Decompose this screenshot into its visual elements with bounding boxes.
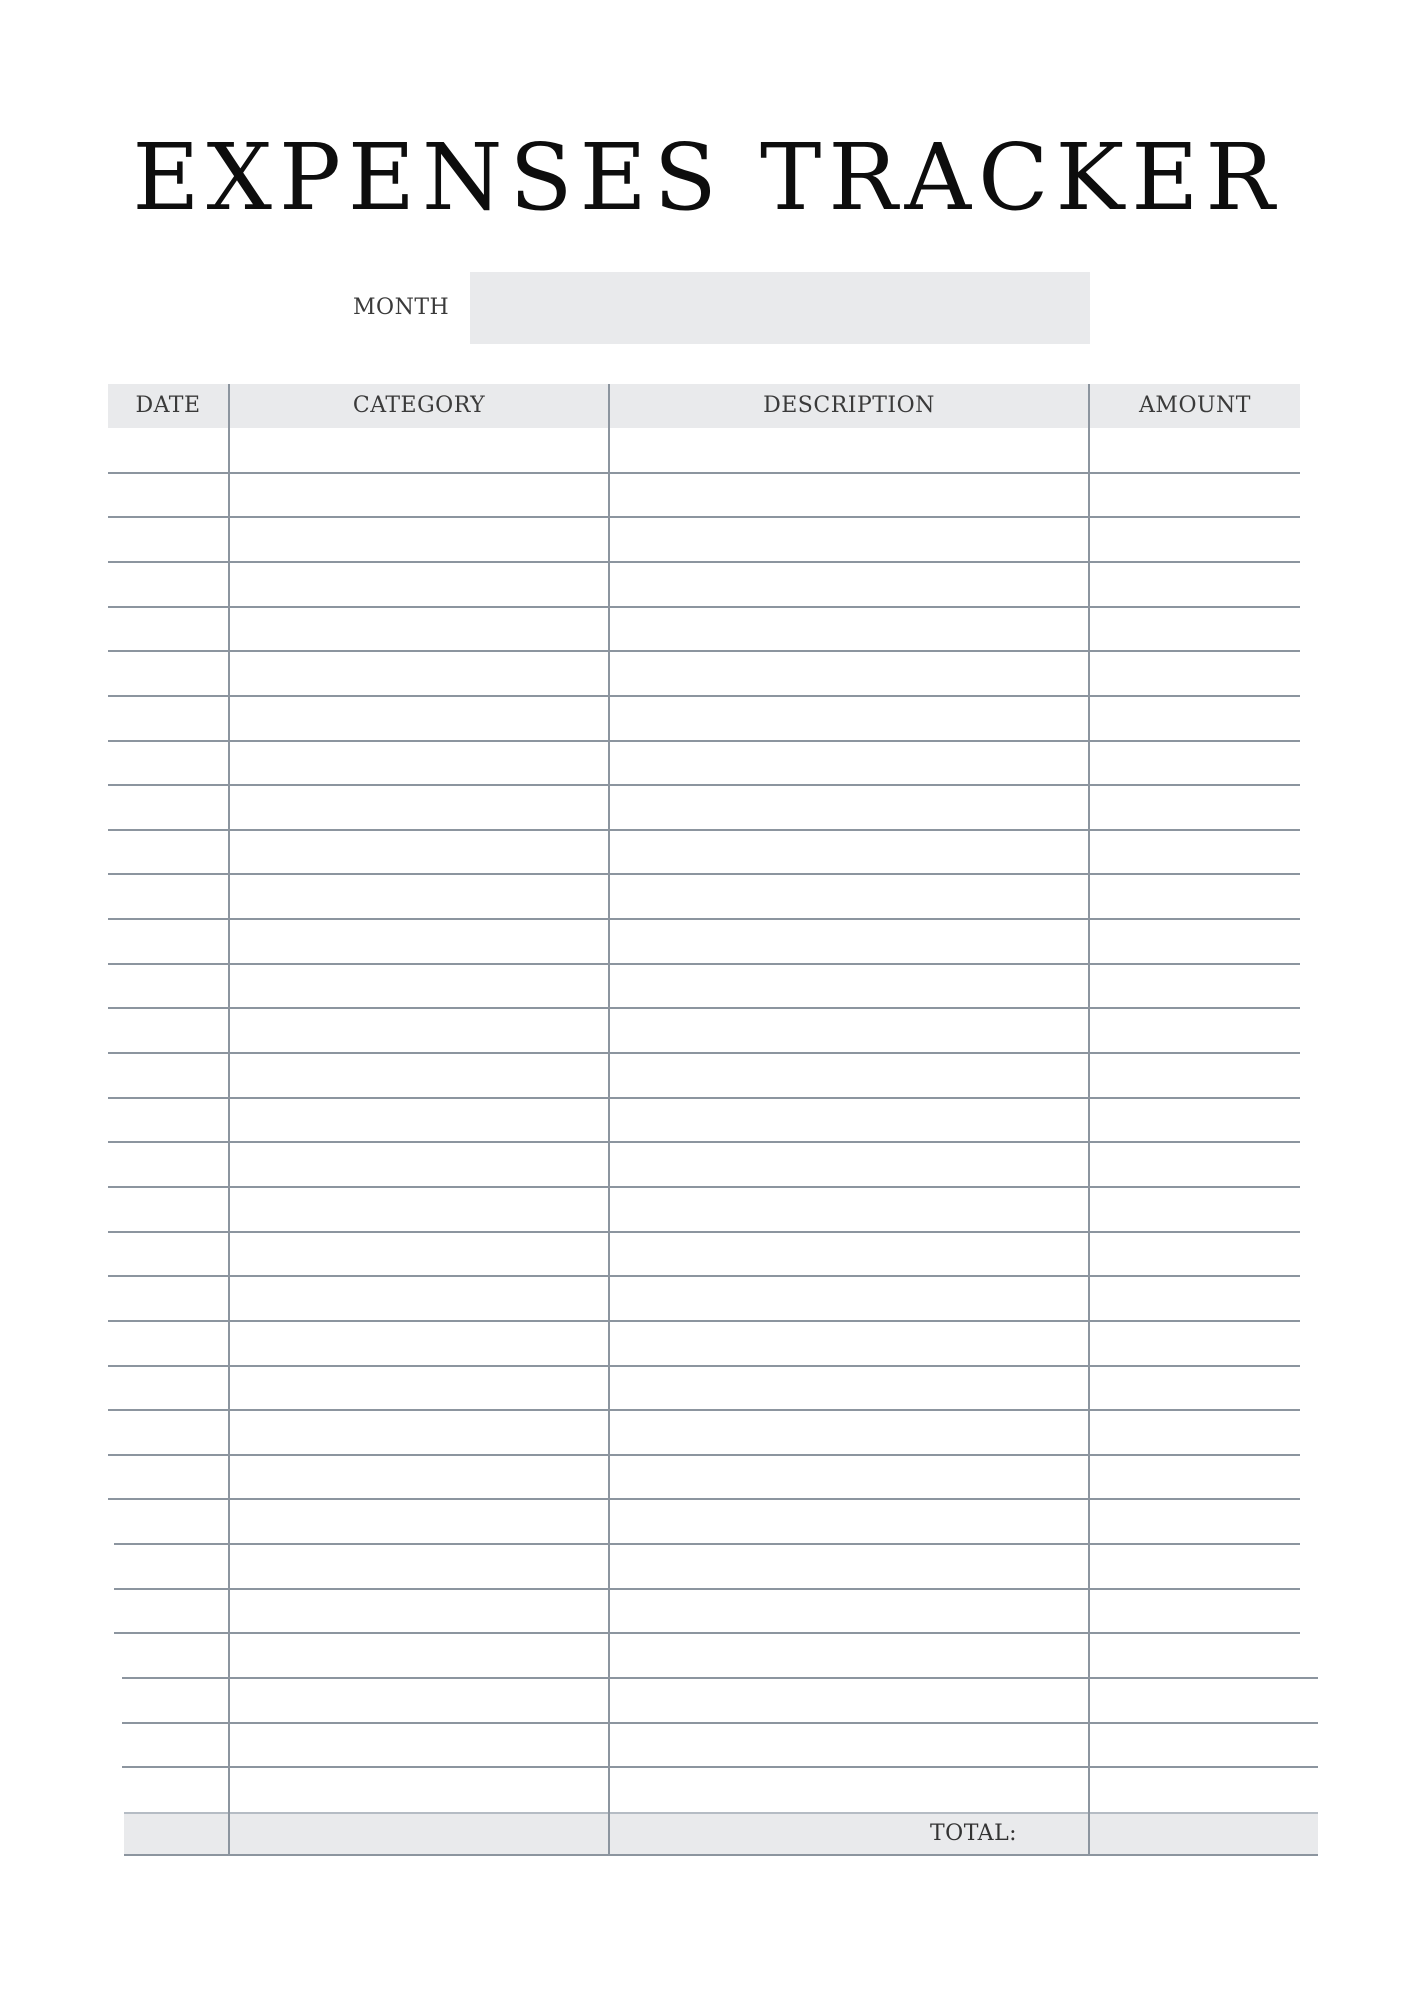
cell-description[interactable] bbox=[610, 562, 1088, 605]
row-rule bbox=[108, 695, 1300, 697]
row-rule bbox=[114, 1632, 1300, 1634]
cell-amount[interactable] bbox=[1090, 785, 1300, 828]
row-rule bbox=[108, 472, 1300, 474]
table-row bbox=[108, 785, 1300, 830]
row-rule bbox=[108, 1231, 1300, 1233]
table-row bbox=[108, 1232, 1300, 1277]
cell-amount[interactable] bbox=[1090, 1544, 1300, 1587]
cell-date[interactable] bbox=[108, 473, 228, 516]
cell-description[interactable] bbox=[610, 1410, 1088, 1453]
cell-category[interactable] bbox=[230, 1499, 608, 1542]
cell-date[interactable] bbox=[108, 651, 228, 694]
row-rule bbox=[108, 740, 1300, 742]
cell-date[interactable] bbox=[108, 1767, 228, 1810]
cell-date[interactable] bbox=[108, 562, 228, 605]
table-row bbox=[108, 1499, 1300, 1544]
cell-description[interactable] bbox=[610, 1142, 1088, 1185]
cell-category[interactable] bbox=[230, 562, 608, 605]
cell-category[interactable] bbox=[230, 696, 608, 739]
cell-date[interactable] bbox=[108, 1187, 228, 1230]
month-label: MONTH bbox=[353, 295, 450, 320]
row-rule bbox=[108, 561, 1300, 563]
table-row bbox=[108, 428, 1300, 473]
row-rule bbox=[108, 1007, 1300, 1009]
cell-date[interactable] bbox=[108, 1276, 228, 1319]
cell-category[interactable] bbox=[230, 1142, 608, 1185]
cell-category[interactable] bbox=[230, 1053, 608, 1096]
cell-amount[interactable] bbox=[1090, 1678, 1300, 1721]
table-row bbox=[108, 562, 1300, 607]
cell-amount[interactable] bbox=[1090, 1767, 1300, 1810]
table-row bbox=[108, 830, 1300, 875]
cell-amount[interactable] bbox=[1090, 517, 1300, 560]
expenses-table bbox=[108, 384, 1318, 1858]
table-row bbox=[108, 517, 1300, 562]
cell-amount[interactable] bbox=[1090, 874, 1300, 917]
table-row bbox=[108, 1767, 1300, 1812]
table-row bbox=[108, 1187, 1300, 1232]
row-rule bbox=[108, 1186, 1300, 1188]
cell-date[interactable] bbox=[108, 1499, 228, 1542]
cell-date[interactable] bbox=[108, 1366, 228, 1409]
column-header-date: DATE bbox=[135, 393, 201, 418]
cell-category[interactable] bbox=[230, 741, 608, 784]
cell-category[interactable] bbox=[230, 1633, 608, 1676]
cell-category[interactable] bbox=[230, 874, 608, 917]
cell-amount[interactable] bbox=[1090, 1142, 1300, 1185]
cell-amount[interactable] bbox=[1090, 1589, 1300, 1632]
cell-date[interactable] bbox=[108, 1455, 228, 1498]
cell-date[interactable] bbox=[108, 1008, 228, 1051]
row-rule bbox=[108, 1320, 1300, 1322]
cell-description[interactable] bbox=[610, 1589, 1088, 1632]
row-rule bbox=[108, 873, 1300, 875]
cell-description[interactable] bbox=[610, 1276, 1088, 1319]
cell-amount[interactable] bbox=[1090, 964, 1300, 1007]
table-row bbox=[108, 964, 1300, 1009]
cell-amount[interactable] bbox=[1090, 473, 1300, 516]
table-row bbox=[108, 1678, 1300, 1723]
table-row bbox=[108, 1723, 1300, 1768]
cell-date[interactable] bbox=[108, 607, 228, 650]
table-row bbox=[108, 1544, 1300, 1589]
cell-amount[interactable] bbox=[1090, 1410, 1300, 1453]
cell-description[interactable] bbox=[610, 874, 1088, 917]
column-header-category: CATEGORY bbox=[352, 393, 486, 418]
cell-amount[interactable] bbox=[1090, 1499, 1300, 1542]
cell-date[interactable] bbox=[108, 1142, 228, 1185]
cell-date[interactable] bbox=[108, 830, 228, 873]
cell-category[interactable] bbox=[230, 1187, 608, 1230]
cell-category[interactable] bbox=[230, 1321, 608, 1364]
column-header-description: DESCRIPTION bbox=[763, 393, 935, 418]
cell-amount[interactable] bbox=[1090, 1098, 1300, 1141]
table-row bbox=[108, 919, 1300, 964]
cell-description[interactable] bbox=[610, 964, 1088, 1007]
row-rule bbox=[108, 516, 1300, 518]
cell-category[interactable] bbox=[230, 1366, 608, 1409]
row-rule bbox=[108, 606, 1300, 608]
cell-amount[interactable] bbox=[1090, 1008, 1300, 1051]
cell-date[interactable] bbox=[108, 1410, 228, 1453]
column-divider-category bbox=[608, 384, 610, 1856]
cell-amount[interactable] bbox=[1090, 651, 1300, 694]
row-rule bbox=[122, 1722, 1318, 1724]
column-divider-date bbox=[228, 384, 230, 1856]
cell-description[interactable] bbox=[610, 919, 1088, 962]
cell-description[interactable] bbox=[610, 517, 1088, 560]
row-rule bbox=[114, 1543, 1300, 1545]
cell-category[interactable] bbox=[230, 517, 608, 560]
row-rule bbox=[108, 1052, 1300, 1054]
cell-amount[interactable] bbox=[1090, 1187, 1300, 1230]
cell-description[interactable] bbox=[610, 1455, 1088, 1498]
cell-amount[interactable] bbox=[1090, 830, 1300, 873]
row-rule bbox=[108, 1365, 1300, 1367]
cell-category[interactable] bbox=[230, 1589, 608, 1632]
cell-description[interactable] bbox=[610, 1767, 1088, 1810]
cell-description[interactable] bbox=[610, 1187, 1088, 1230]
cell-amount[interactable] bbox=[1090, 1276, 1300, 1319]
row-rule bbox=[122, 1766, 1318, 1768]
row-rule bbox=[108, 650, 1300, 652]
cell-date[interactable] bbox=[108, 874, 228, 917]
cell-amount[interactable] bbox=[1090, 919, 1300, 962]
table-row bbox=[108, 696, 1300, 741]
row-rule bbox=[122, 1677, 1318, 1679]
row-rule bbox=[108, 918, 1300, 920]
cell-amount[interactable] bbox=[1090, 1633, 1300, 1676]
table-row bbox=[108, 1276, 1300, 1321]
table-row bbox=[108, 607, 1300, 652]
column-header-amount: AMOUNT bbox=[1139, 393, 1251, 418]
cell-description[interactable] bbox=[610, 1232, 1088, 1275]
cell-description[interactable] bbox=[610, 785, 1088, 828]
cell-category[interactable] bbox=[230, 1232, 608, 1275]
cell-description[interactable] bbox=[610, 741, 1088, 784]
table-row bbox=[108, 1142, 1300, 1187]
cell-category[interactable] bbox=[230, 1723, 608, 1766]
cell-description[interactable] bbox=[610, 1053, 1088, 1096]
cell-description[interactable] bbox=[610, 1544, 1088, 1587]
cell-date[interactable] bbox=[108, 785, 228, 828]
cell-amount[interactable] bbox=[1090, 741, 1300, 784]
cell-category[interactable] bbox=[230, 1276, 608, 1319]
cell-category[interactable] bbox=[230, 607, 608, 650]
cell-description[interactable] bbox=[610, 1723, 1088, 1766]
cell-date[interactable] bbox=[108, 1098, 228, 1141]
table-row bbox=[108, 1589, 1300, 1634]
cell-date[interactable] bbox=[108, 696, 228, 739]
table-row bbox=[108, 1410, 1300, 1455]
cell-amount[interactable] bbox=[1090, 1455, 1300, 1498]
table-row bbox=[108, 1633, 1300, 1678]
cell-date[interactable] bbox=[108, 1544, 228, 1587]
month-input[interactable] bbox=[470, 272, 1090, 344]
cell-description[interactable] bbox=[610, 428, 1088, 471]
column-divider-description bbox=[1088, 384, 1090, 1856]
cell-date[interactable] bbox=[108, 1678, 228, 1721]
cell-amount[interactable] bbox=[1090, 1232, 1300, 1275]
cell-amount[interactable] bbox=[1090, 1053, 1300, 1096]
total-label: TOTAL: bbox=[930, 1821, 1018, 1846]
row-rule bbox=[108, 1498, 1300, 1500]
cell-description[interactable] bbox=[610, 1008, 1088, 1051]
cell-category[interactable] bbox=[230, 1455, 608, 1498]
table-row bbox=[108, 874, 1300, 919]
table-row bbox=[108, 1366, 1300, 1411]
cell-date[interactable] bbox=[108, 1723, 228, 1766]
table-row bbox=[108, 1053, 1300, 1098]
cell-description[interactable] bbox=[610, 1633, 1088, 1676]
row-rule bbox=[108, 1454, 1300, 1456]
row-rule bbox=[108, 784, 1300, 786]
cell-description[interactable] bbox=[610, 1366, 1088, 1409]
cell-category[interactable] bbox=[230, 1008, 608, 1051]
cell-description[interactable] bbox=[610, 1098, 1088, 1141]
cell-category[interactable] bbox=[230, 473, 608, 516]
cell-amount[interactable] bbox=[1090, 696, 1300, 739]
cell-description[interactable] bbox=[610, 830, 1088, 873]
page-title: EXPENSES TRACKER bbox=[132, 124, 1282, 231]
cell-date[interactable] bbox=[108, 1633, 228, 1676]
cell-date[interactable] bbox=[108, 428, 228, 471]
cell-category[interactable] bbox=[230, 964, 608, 1007]
row-rule bbox=[108, 1097, 1300, 1099]
cell-date[interactable] bbox=[108, 741, 228, 784]
cell-category[interactable] bbox=[230, 1544, 608, 1587]
cell-date[interactable] bbox=[108, 1321, 228, 1364]
cell-description[interactable] bbox=[610, 473, 1088, 516]
table-row bbox=[108, 651, 1300, 696]
cell-category[interactable] bbox=[230, 919, 608, 962]
row-rule bbox=[114, 1588, 1300, 1590]
cell-amount[interactable] bbox=[1090, 428, 1300, 471]
row-rule bbox=[108, 1141, 1300, 1143]
total-amount-field[interactable] bbox=[1100, 1814, 1300, 1854]
cell-amount[interactable] bbox=[1090, 1366, 1300, 1409]
table-row bbox=[108, 1008, 1300, 1053]
cell-category[interactable] bbox=[230, 1767, 608, 1810]
cell-description[interactable] bbox=[610, 1321, 1088, 1364]
cell-category[interactable] bbox=[230, 1678, 608, 1721]
table-row bbox=[108, 741, 1300, 786]
cell-description[interactable] bbox=[610, 1499, 1088, 1542]
cell-category[interactable] bbox=[230, 830, 608, 873]
cell-description[interactable] bbox=[610, 651, 1088, 694]
cell-category[interactable] bbox=[230, 1410, 608, 1453]
cell-date[interactable] bbox=[108, 1232, 228, 1275]
cell-date[interactable] bbox=[108, 919, 228, 962]
table-row bbox=[108, 1098, 1300, 1143]
row-rule bbox=[108, 1409, 1300, 1411]
cell-description[interactable] bbox=[610, 607, 1088, 650]
table-row bbox=[108, 473, 1300, 518]
row-rule bbox=[108, 1275, 1300, 1277]
cell-amount[interactable] bbox=[1090, 1321, 1300, 1364]
table-header bbox=[108, 384, 1300, 428]
cell-category[interactable] bbox=[230, 651, 608, 694]
cell-date[interactable] bbox=[108, 1589, 228, 1632]
cell-amount[interactable] bbox=[1090, 1723, 1300, 1766]
cell-date[interactable] bbox=[108, 964, 228, 1007]
cell-category[interactable] bbox=[230, 785, 608, 828]
table-row bbox=[108, 1321, 1300, 1366]
cell-amount[interactable] bbox=[1090, 562, 1300, 605]
cell-date[interactable] bbox=[108, 517, 228, 560]
cell-description[interactable] bbox=[610, 696, 1088, 739]
cell-category[interactable] bbox=[230, 1098, 608, 1141]
cell-date[interactable] bbox=[108, 1053, 228, 1096]
row-rule bbox=[108, 829, 1300, 831]
cell-category[interactable] bbox=[230, 428, 608, 471]
cell-amount[interactable] bbox=[1090, 607, 1300, 650]
cell-description[interactable] bbox=[610, 1678, 1088, 1721]
row-rule bbox=[108, 963, 1300, 965]
table-row bbox=[108, 1455, 1300, 1500]
